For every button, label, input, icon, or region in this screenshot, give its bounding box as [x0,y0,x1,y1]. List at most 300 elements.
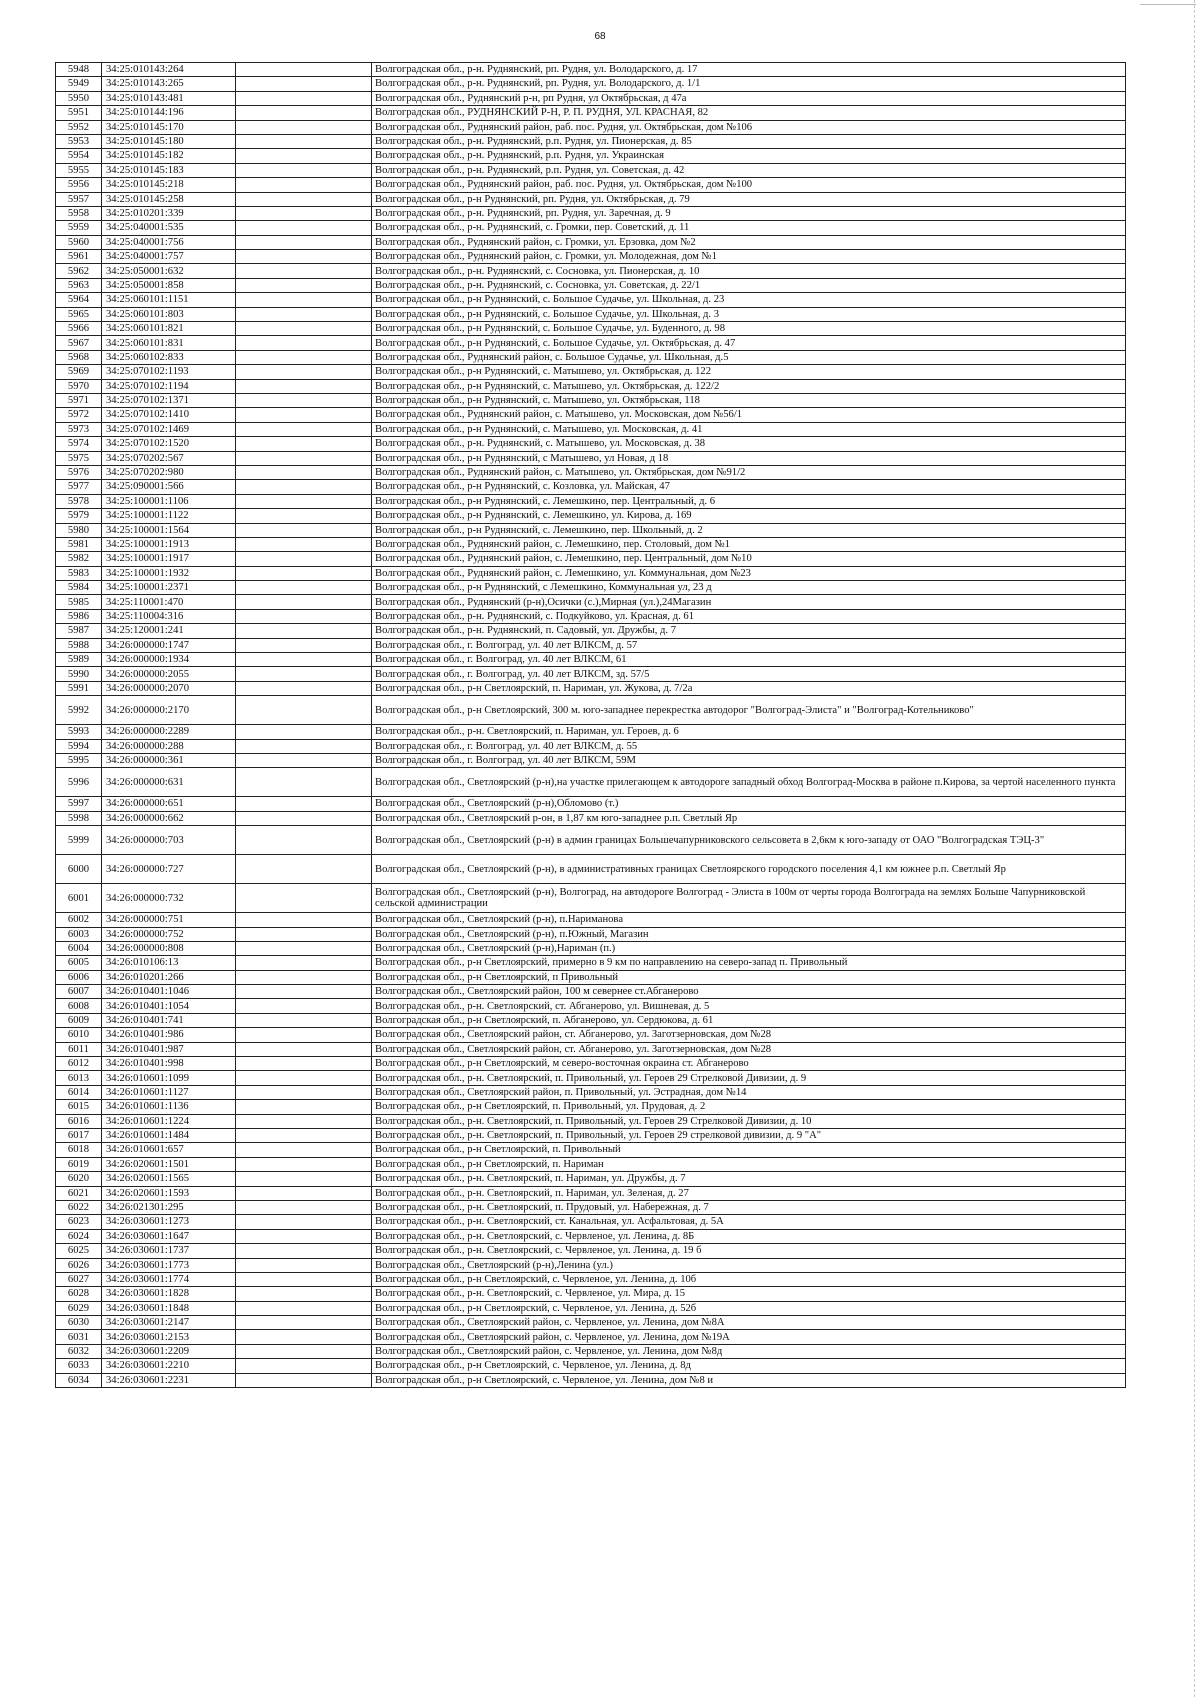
row-number-cell: 5986 [56,609,102,623]
cadastral-number-cell: 34:26:000000:2055 [102,667,236,681]
row-number-cell: 5991 [56,681,102,695]
empty-cell [236,1200,372,1214]
cadastral-number-cell: 34:26:000000:1934 [102,653,236,667]
cadastral-number-cell: 34:25:040001:757 [102,250,236,264]
table-row [56,365,1126,379]
table-row [56,264,1126,278]
table-row [56,134,1126,148]
row-number-cell: 5998 [56,811,102,825]
table-row [56,552,1126,566]
address-cell: Волгоградская обл., Руднянский район, с. Громки, ул. Ерзовка, дом №2 [372,235,1126,249]
empty-cell [236,264,372,278]
empty-cell [236,250,372,264]
table-row [56,1028,1126,1042]
cadastral-number-cell: 34:26:010601:1224 [102,1114,236,1128]
table-row [56,422,1126,436]
table-row [56,509,1126,523]
cadastral-number-cell: 34:26:030601:2231 [102,1373,236,1387]
empty-cell [236,91,372,105]
address-cell: Волгоградская обл., р-н. Светлоярский, п. Привольный, ул. Героев 29 Стрелковой Дивизии, д. 10 [372,1114,1126,1128]
empty-cell [236,1114,372,1128]
row-number-cell: 5977 [56,480,102,494]
address-cell: Волгоградская обл., Руднянский район, с. Лемешкино, пер. Центральный, дом №10 [372,552,1126,566]
table-row [56,884,1126,913]
row-number-cell: 6022 [56,1200,102,1214]
cadastral-number-cell: 34:25:010145:180 [102,134,236,148]
address-cell: Волгоградская обл., р-н Руднянский, с Матышево, ул Новая, д 18 [372,451,1126,465]
address-cell: Волгоградская обл., г. Волгоград, ул. 40 лет ВЛКСМ, 61 [372,653,1126,667]
table-row [56,1258,1126,1272]
cadastral-number-cell: 34:25:070102:1193 [102,365,236,379]
table-row [56,811,1126,825]
row-number-cell: 6013 [56,1071,102,1085]
empty-cell [236,927,372,941]
address-cell: Волгоградская обл., Руднянский район, с. Матышево, ул. Московская, дом №56/1 [372,408,1126,422]
row-number-cell: 5972 [56,408,102,422]
cadastral-number-cell: 34:26:000000:751 [102,913,236,927]
table-row [56,985,1126,999]
cadastral-number-cell: 34:25:010143:265 [102,77,236,91]
cadastral-number-cell: 34:26:020601:1593 [102,1186,236,1200]
empty-cell [236,379,372,393]
table-row [56,350,1126,364]
table-row [56,408,1126,422]
table-row [56,753,1126,767]
table-row [56,1373,1126,1387]
row-number-cell: 6034 [56,1373,102,1387]
empty-cell [236,1244,372,1258]
table-row [56,1157,1126,1171]
cadastral-number-cell: 34:26:010401:1046 [102,985,236,999]
address-cell: Волгоградская обл., р-н Светлоярский, с. Червленое, ул. Ленина, д. 10б [372,1272,1126,1286]
empty-cell [236,509,372,523]
empty-cell [236,178,372,192]
table-row [56,1316,1126,1330]
cadastral-number-cell: 34:26:030601:1647 [102,1229,236,1243]
table-row [56,1013,1126,1027]
address-cell: Волгоградская обл., р-н Руднянский, с. Лемешкино, пер. Центральный, д. 6 [372,494,1126,508]
empty-cell [236,451,372,465]
row-number-cell: 5976 [56,465,102,479]
table-row [56,250,1126,264]
row-number-cell: 6008 [56,999,102,1013]
table-row [56,178,1126,192]
table-row [56,163,1126,177]
empty-cell [236,855,372,884]
table-row [56,206,1126,220]
empty-cell [236,941,372,955]
row-number-cell: 6032 [56,1344,102,1358]
address-cell: Волгоградская обл., р-н. Светлоярский, п. Нариман, ул. Зеленая, д. 27 [372,1186,1126,1200]
address-cell: Волгоградская обл., р-н. Светлоярский, п. Нариман, ул. Дружбы, д. 7 [372,1172,1126,1186]
table-row [56,725,1126,739]
cadastral-number-cell: 34:25:060101:1151 [102,293,236,307]
table-row [56,120,1126,134]
row-number-cell: 5994 [56,739,102,753]
row-number-cell: 5956 [56,178,102,192]
cadastral-number-cell: 34:25:070102:1410 [102,408,236,422]
table-row [56,1229,1126,1243]
row-number-cell: 5954 [56,149,102,163]
cadastral-number-cell: 34:26:020601:1565 [102,1172,236,1186]
table-row [56,1172,1126,1186]
row-number-cell: 6001 [56,884,102,913]
row-number-cell: 5967 [56,336,102,350]
table-row [56,1186,1126,1200]
address-cell: Волгоградская обл., р-н. Светлоярский, п. Нариман, ул. Героев, д. 6 [372,725,1126,739]
row-number-cell: 6005 [56,956,102,970]
address-cell: Волгоградская обл., Руднянский район, с. Матышево, ул. Октябрьская, дом №91/2 [372,465,1126,479]
row-number-cell: 5964 [56,293,102,307]
cadastral-number-cell: 34:26:030601:1828 [102,1287,236,1301]
address-cell: Волгоградская обл., р-н Руднянский, с. Большое Судачье, ул. Буденного, д. 98 [372,322,1126,336]
row-number-cell: 5980 [56,523,102,537]
cadastral-number-cell: 34:25:070102:1469 [102,422,236,436]
row-number-cell: 5971 [56,393,102,407]
cadastral-number-cell: 34:25:070202:980 [102,465,236,479]
table-row [56,480,1126,494]
cadastral-number-cell: 34:26:030601:1773 [102,1258,236,1272]
cadastral-number-cell: 34:25:010144:196 [102,106,236,120]
row-number-cell: 5978 [56,494,102,508]
address-cell: Волгоградская обл., Руднянский район, раб. пос. Рудня, ул. Октябрьская, дом №106 [372,120,1126,134]
cadastral-number-cell: 34:26:010401:1054 [102,999,236,1013]
table-row [56,1129,1126,1143]
address-cell: Волгоградская обл., р-н. Руднянский, с. Громки, пер. Советский, д. 11 [372,221,1126,235]
table-row [56,1330,1126,1344]
cadastral-number-cell: 34:25:100001:1106 [102,494,236,508]
empty-cell [236,408,372,422]
row-number-cell: 6016 [56,1114,102,1128]
empty-cell [236,1085,372,1099]
row-number-cell: 6025 [56,1244,102,1258]
row-number-cell: 6028 [56,1287,102,1301]
row-number-cell: 5989 [56,653,102,667]
row-number-cell: 6011 [56,1042,102,1056]
address-cell: Волгоградская обл., р-н Руднянский, с. Лемешкино, ул. Кирова, д. 169 [372,509,1126,523]
cadastral-number-cell: 34:25:010145:182 [102,149,236,163]
cadastral-number-cell: 34:26:010401:741 [102,1013,236,1027]
cadastral-number-cell: 34:25:110001:470 [102,595,236,609]
row-number-cell: 5949 [56,77,102,91]
table-row [56,999,1126,1013]
address-cell: Волгоградская обл., р-н Руднянский, с. Большое Судачье, ул. Школьная, д. 3 [372,307,1126,321]
address-cell: Волгоградская обл., р-н. Светлоярский, с. Червленое, ул. Ленина, д. 19 б [372,1244,1126,1258]
table-row [56,336,1126,350]
address-cell: Волгоградская обл., г. Волгоград, ул. 40 лет ВЛКСМ, 59М [372,753,1126,767]
table-row [56,1100,1126,1114]
address-cell: Волгоградская обл., Светлоярский (р-н) в админ границах Большечапурниковского сельсовета в 2,6км к юго-западу от ОАО "Волгоградская ТЭЦ-3" [372,826,1126,855]
empty-cell [236,480,372,494]
empty-cell [236,1359,372,1373]
cadastral-number-cell: 34:26:000000:361 [102,753,236,767]
table-row [56,1114,1126,1128]
table-row [56,681,1126,695]
cadastral-number-cell: 34:25:060101:831 [102,336,236,350]
cadastral-number-cell: 34:26:010601:1127 [102,1085,236,1099]
empty-cell [236,365,372,379]
row-number-cell: 6029 [56,1301,102,1315]
address-cell: Волгоградская обл., Светлоярский район, с. Червленое, ул. Ленина, дом №8д [372,1344,1126,1358]
address-cell: Волгоградская обл., Светлоярский район, 100 м севернее ст.Абганерово [372,985,1126,999]
scan-edge-line [1194,0,1196,1697]
cadastral-number-cell: 34:25:070102:1194 [102,379,236,393]
row-number-cell: 5968 [56,350,102,364]
empty-cell [236,1330,372,1344]
empty-cell [236,1057,372,1071]
cadastral-number-cell: 34:25:100001:2371 [102,581,236,595]
address-cell: Волгоградская обл., Светлоярский район, с. Червленое, ул. Ленина, дом №19А [372,1330,1126,1344]
row-number-cell: 6002 [56,913,102,927]
cadastral-number-cell: 34:25:010201:339 [102,206,236,220]
empty-cell [236,322,372,336]
cadastral-number-cell: 34:25:010145:183 [102,163,236,177]
cadastral-number-cell: 34:26:000000:703 [102,826,236,855]
cadastral-number-cell: 34:25:040001:756 [102,235,236,249]
empty-cell [236,753,372,767]
address-cell: Волгоградская обл., Светлоярский (р-н), Волгоград, на автодороге Волгоград - Элиста в 100м от черты города Волгограда на землях Больше Чапурниковской сельской администрации [372,884,1126,913]
cadastral-number-cell: 34:26:010201:266 [102,970,236,984]
cadastral-number-cell: 34:26:010401:987 [102,1042,236,1056]
address-cell: Волгоградская обл., р-н Руднянский, с. Матышево, ул. Октябрьская, д. 122 [372,365,1126,379]
table-row [56,465,1126,479]
address-cell: Волгоградская обл., г. Волгоград, ул. 40 лет ВЛКСМ, д. 55 [372,739,1126,753]
row-number-cell: 5952 [56,120,102,134]
address-cell: Волгоградская обл., р-н Светлоярский, с. Червленое, ул. Ленина, д. 52б [372,1301,1126,1315]
row-number-cell: 5973 [56,422,102,436]
row-number-cell: 5975 [56,451,102,465]
cadastral-number-cell: 34:25:060101:821 [102,322,236,336]
row-number-cell: 5966 [56,322,102,336]
empty-cell [236,278,372,292]
address-cell: Волгоградская обл., р-н Светлоярский, с. Червленое, ул. Ленина, дом №8 и [372,1373,1126,1387]
row-number-cell: 6023 [56,1215,102,1229]
address-cell: Волгоградская обл., р-н Светлоярский, п. Привольный, ул. Прудовая, д. 2 [372,1100,1126,1114]
empty-cell [236,1229,372,1243]
row-number-cell: 5992 [56,696,102,725]
cadastral-register-table [55,62,1126,1388]
address-cell: Волгоградская обл., Светлоярский район, с. Червленое, ул. Ленина, дом №8А [372,1316,1126,1330]
row-number-cell: 6027 [56,1272,102,1286]
row-number-cell: 5997 [56,797,102,811]
address-cell: Волгоградская обл., Руднянский район, раб. пос. Рудня, ул. Октябрьская, дом №100 [372,178,1126,192]
table-row [56,106,1126,120]
cadastral-number-cell: 34:26:030601:1848 [102,1301,236,1315]
address-cell: Волгоградская обл., Светлоярский район, ст. Абганерово, ул. Заготзерновская, дом №28 [372,1028,1126,1042]
row-number-cell: 5959 [56,221,102,235]
row-number-cell: 5957 [56,192,102,206]
cadastral-number-cell: 34:25:050001:632 [102,264,236,278]
row-number-cell: 6003 [56,927,102,941]
address-cell: Волгоградская обл., Светлоярский р-он, в 1,87 км юго-западнее р.п. Светлый Яр [372,811,1126,825]
empty-cell [236,1287,372,1301]
row-number-cell: 6015 [56,1100,102,1114]
empty-cell [236,609,372,623]
address-cell: Волгоградская обл., р-н Руднянский, с. Матышево, ул. Октябрьская, 118 [372,393,1126,407]
cadastral-number-cell: 34:26:000000:2289 [102,725,236,739]
cadastral-number-cell: 34:25:010145:170 [102,120,236,134]
empty-cell [236,725,372,739]
row-number-cell: 5990 [56,667,102,681]
table-row [56,581,1126,595]
cadastral-number-cell: 34:26:000000:752 [102,927,236,941]
row-number-cell: 5955 [56,163,102,177]
table-row [56,192,1126,206]
address-cell: Волгоградская обл., РУДНЯНСКИЙ Р-Н, Р. П. РУДНЯ, УЛ. КРАСНАЯ, 82 [372,106,1126,120]
empty-cell [236,1301,372,1315]
table-row [56,667,1126,681]
empty-cell [236,566,372,580]
empty-cell [236,336,372,350]
cadastral-number-cell: 34:25:070102:1371 [102,393,236,407]
address-cell: Волгоградская обл., Светлоярский (р-н),Обломово (т.) [372,797,1126,811]
table-row [56,1071,1126,1085]
table-row [56,970,1126,984]
cadastral-number-cell: 34:25:010145:258 [102,192,236,206]
empty-cell [236,667,372,681]
cadastral-number-cell: 34:25:010143:264 [102,63,236,77]
row-number-cell: 6021 [56,1186,102,1200]
empty-cell [236,826,372,855]
row-number-cell: 6017 [56,1129,102,1143]
cadastral-number-cell: 34:25:070102:1520 [102,437,236,451]
row-number-cell: 6012 [56,1057,102,1071]
cadastral-number-cell: 34:26:000000:631 [102,768,236,797]
table-row [56,523,1126,537]
row-number-cell: 6030 [56,1316,102,1330]
cadastral-number-cell: 34:25:060102:833 [102,350,236,364]
table-row [56,1287,1126,1301]
table-row [56,307,1126,321]
row-number-cell: 6006 [56,970,102,984]
cadastral-number-cell: 34:25:100001:1564 [102,523,236,537]
empty-cell [236,1215,372,1229]
address-cell: Волгоградская обл., Руднянский район, с. Большое Судачье, ул. Школьная, д.5 [372,350,1126,364]
empty-cell [236,552,372,566]
empty-cell [236,768,372,797]
cadastral-number-cell: 34:25:100001:1122 [102,509,236,523]
cadastral-number-cell: 34:26:010601:657 [102,1143,236,1157]
cadastral-number-cell: 34:25:100001:1913 [102,537,236,551]
empty-cell [236,581,372,595]
address-cell: Волгоградская обл., Руднянский район, с. Громки, ул. Молодежная, дом №1 [372,250,1126,264]
cadastral-number-cell: 34:26:030601:1774 [102,1272,236,1286]
address-cell: Волгоградская обл., р-н. Светлоярский, ст. Канальная, ул. Асфальтовая, д. 5А [372,1215,1126,1229]
row-number-cell: 5999 [56,826,102,855]
address-cell: Волгоградская обл., р-н Руднянский, с. Матышево, ул. Московская, д. 41 [372,422,1126,436]
table-row [56,1042,1126,1056]
cadastral-number-cell: 34:26:021301:295 [102,1200,236,1214]
empty-cell [236,192,372,206]
address-cell: Волгоградская обл., Руднянский (р-н),Осички (с.),Мирная (ул.),24Магазин [372,595,1126,609]
empty-cell [236,638,372,652]
address-cell: Волгоградская обл., р-н. Светлоярский, п. Привольный, ул. Героев 29 Стрелковой Дивизии, д. 9 [372,1071,1126,1085]
address-cell: Волгоградская обл., Руднянский район, с. Лемешкино, ул. Коммунальная, дом №23 [372,566,1126,580]
table-row [56,739,1126,753]
cadastral-number-cell: 34:26:030601:1737 [102,1244,236,1258]
table-row [56,696,1126,725]
row-number-cell: 5948 [56,63,102,77]
row-number-cell: 5961 [56,250,102,264]
cadastral-number-cell: 34:26:020601:1501 [102,1157,236,1171]
cadastral-number-cell: 34:25:070202:567 [102,451,236,465]
table-row [56,437,1126,451]
empty-cell [236,106,372,120]
table-row [56,1359,1126,1373]
table-row [56,63,1126,77]
empty-cell [236,811,372,825]
table-row [56,768,1126,797]
empty-cell [236,221,372,235]
table-row [56,77,1126,91]
address-cell: Волгоградская обл., р-н. Руднянский, с. Сосновка, ул. Пионерская, д. 10 [372,264,1126,278]
table-row [56,293,1126,307]
table-row [56,638,1126,652]
cadastral-number-cell: 34:26:030601:2209 [102,1344,236,1358]
empty-cell [236,1373,372,1387]
address-cell: Волгоградская обл., р-н Светлоярский, примерно в 9 км по направлению на северо-запад п. Привольный [372,956,1126,970]
address-cell: Волгоградская обл., р-н. Руднянский, рп. Рудня, ул. Заречная, д. 9 [372,206,1126,220]
empty-cell [236,999,372,1013]
empty-cell [236,1272,372,1286]
cadastral-number-cell: 34:25:010145:218 [102,178,236,192]
address-cell: Волгоградская обл., р-н Светлоярский, п. Абганерово, ул. Сердюкова, д. 61 [372,1013,1126,1027]
table-row [56,797,1126,811]
empty-cell [236,149,372,163]
address-cell: Волгоградская обл., г. Волгоград, ул. 40 лет ВЛКСМ, зд. 57/5 [372,667,1126,681]
table-row [56,927,1126,941]
table-row [56,566,1126,580]
row-number-cell: 5979 [56,509,102,523]
empty-cell [236,307,372,321]
table-row [56,595,1126,609]
empty-cell [236,163,372,177]
empty-cell [236,77,372,91]
empty-cell [236,1186,372,1200]
cadastral-number-cell: 34:26:000000:651 [102,797,236,811]
table-row [56,826,1126,855]
address-cell: Волгоградская обл., р-н Руднянский, с. Лемешкино, пер. Школьный, д. 2 [372,523,1126,537]
cadastral-number-cell: 34:25:100001:1932 [102,566,236,580]
row-number-cell: 5987 [56,624,102,638]
empty-cell [236,595,372,609]
address-cell: Волгоградская обл., Руднянский район, с. Лемешкино, пер. Столовый, дом №1 [372,537,1126,551]
cadastral-number-cell: 34:25:120001:241 [102,624,236,638]
table-row [56,235,1126,249]
table-row [56,393,1126,407]
address-cell: Волгоградская обл., р-н Руднянский, с. Большое Судачье, ул. Школьная, д. 23 [372,293,1126,307]
empty-cell [236,206,372,220]
address-cell: Волгоградская обл., р-н Светлоярский, п. Нариман [372,1157,1126,1171]
row-number-cell: 6019 [56,1157,102,1171]
empty-cell [236,956,372,970]
table-row [56,149,1126,163]
address-cell: Волгоградская обл., р-н. Светлоярский, ст. Абганерово, ул. Вишневая, д. 5 [372,999,1126,1013]
empty-cell [236,1157,372,1171]
row-number-cell: 5953 [56,134,102,148]
table-row [56,913,1126,927]
address-cell: Волгоградская обл., р-н. Руднянский, п. Садовый, ул. Дружбы, д. 7 [372,624,1126,638]
row-number-cell: 5960 [56,235,102,249]
table-row [56,221,1126,235]
table-row [56,941,1126,955]
cadastral-number-cell: 34:26:000000:662 [102,811,236,825]
address-cell: Волгоградская обл., р-н Руднянский, с Лемешкино, Коммунальная ул, 23 д [372,581,1126,595]
table-row [56,451,1126,465]
empty-cell [236,624,372,638]
empty-cell [236,350,372,364]
row-number-cell: 6000 [56,855,102,884]
